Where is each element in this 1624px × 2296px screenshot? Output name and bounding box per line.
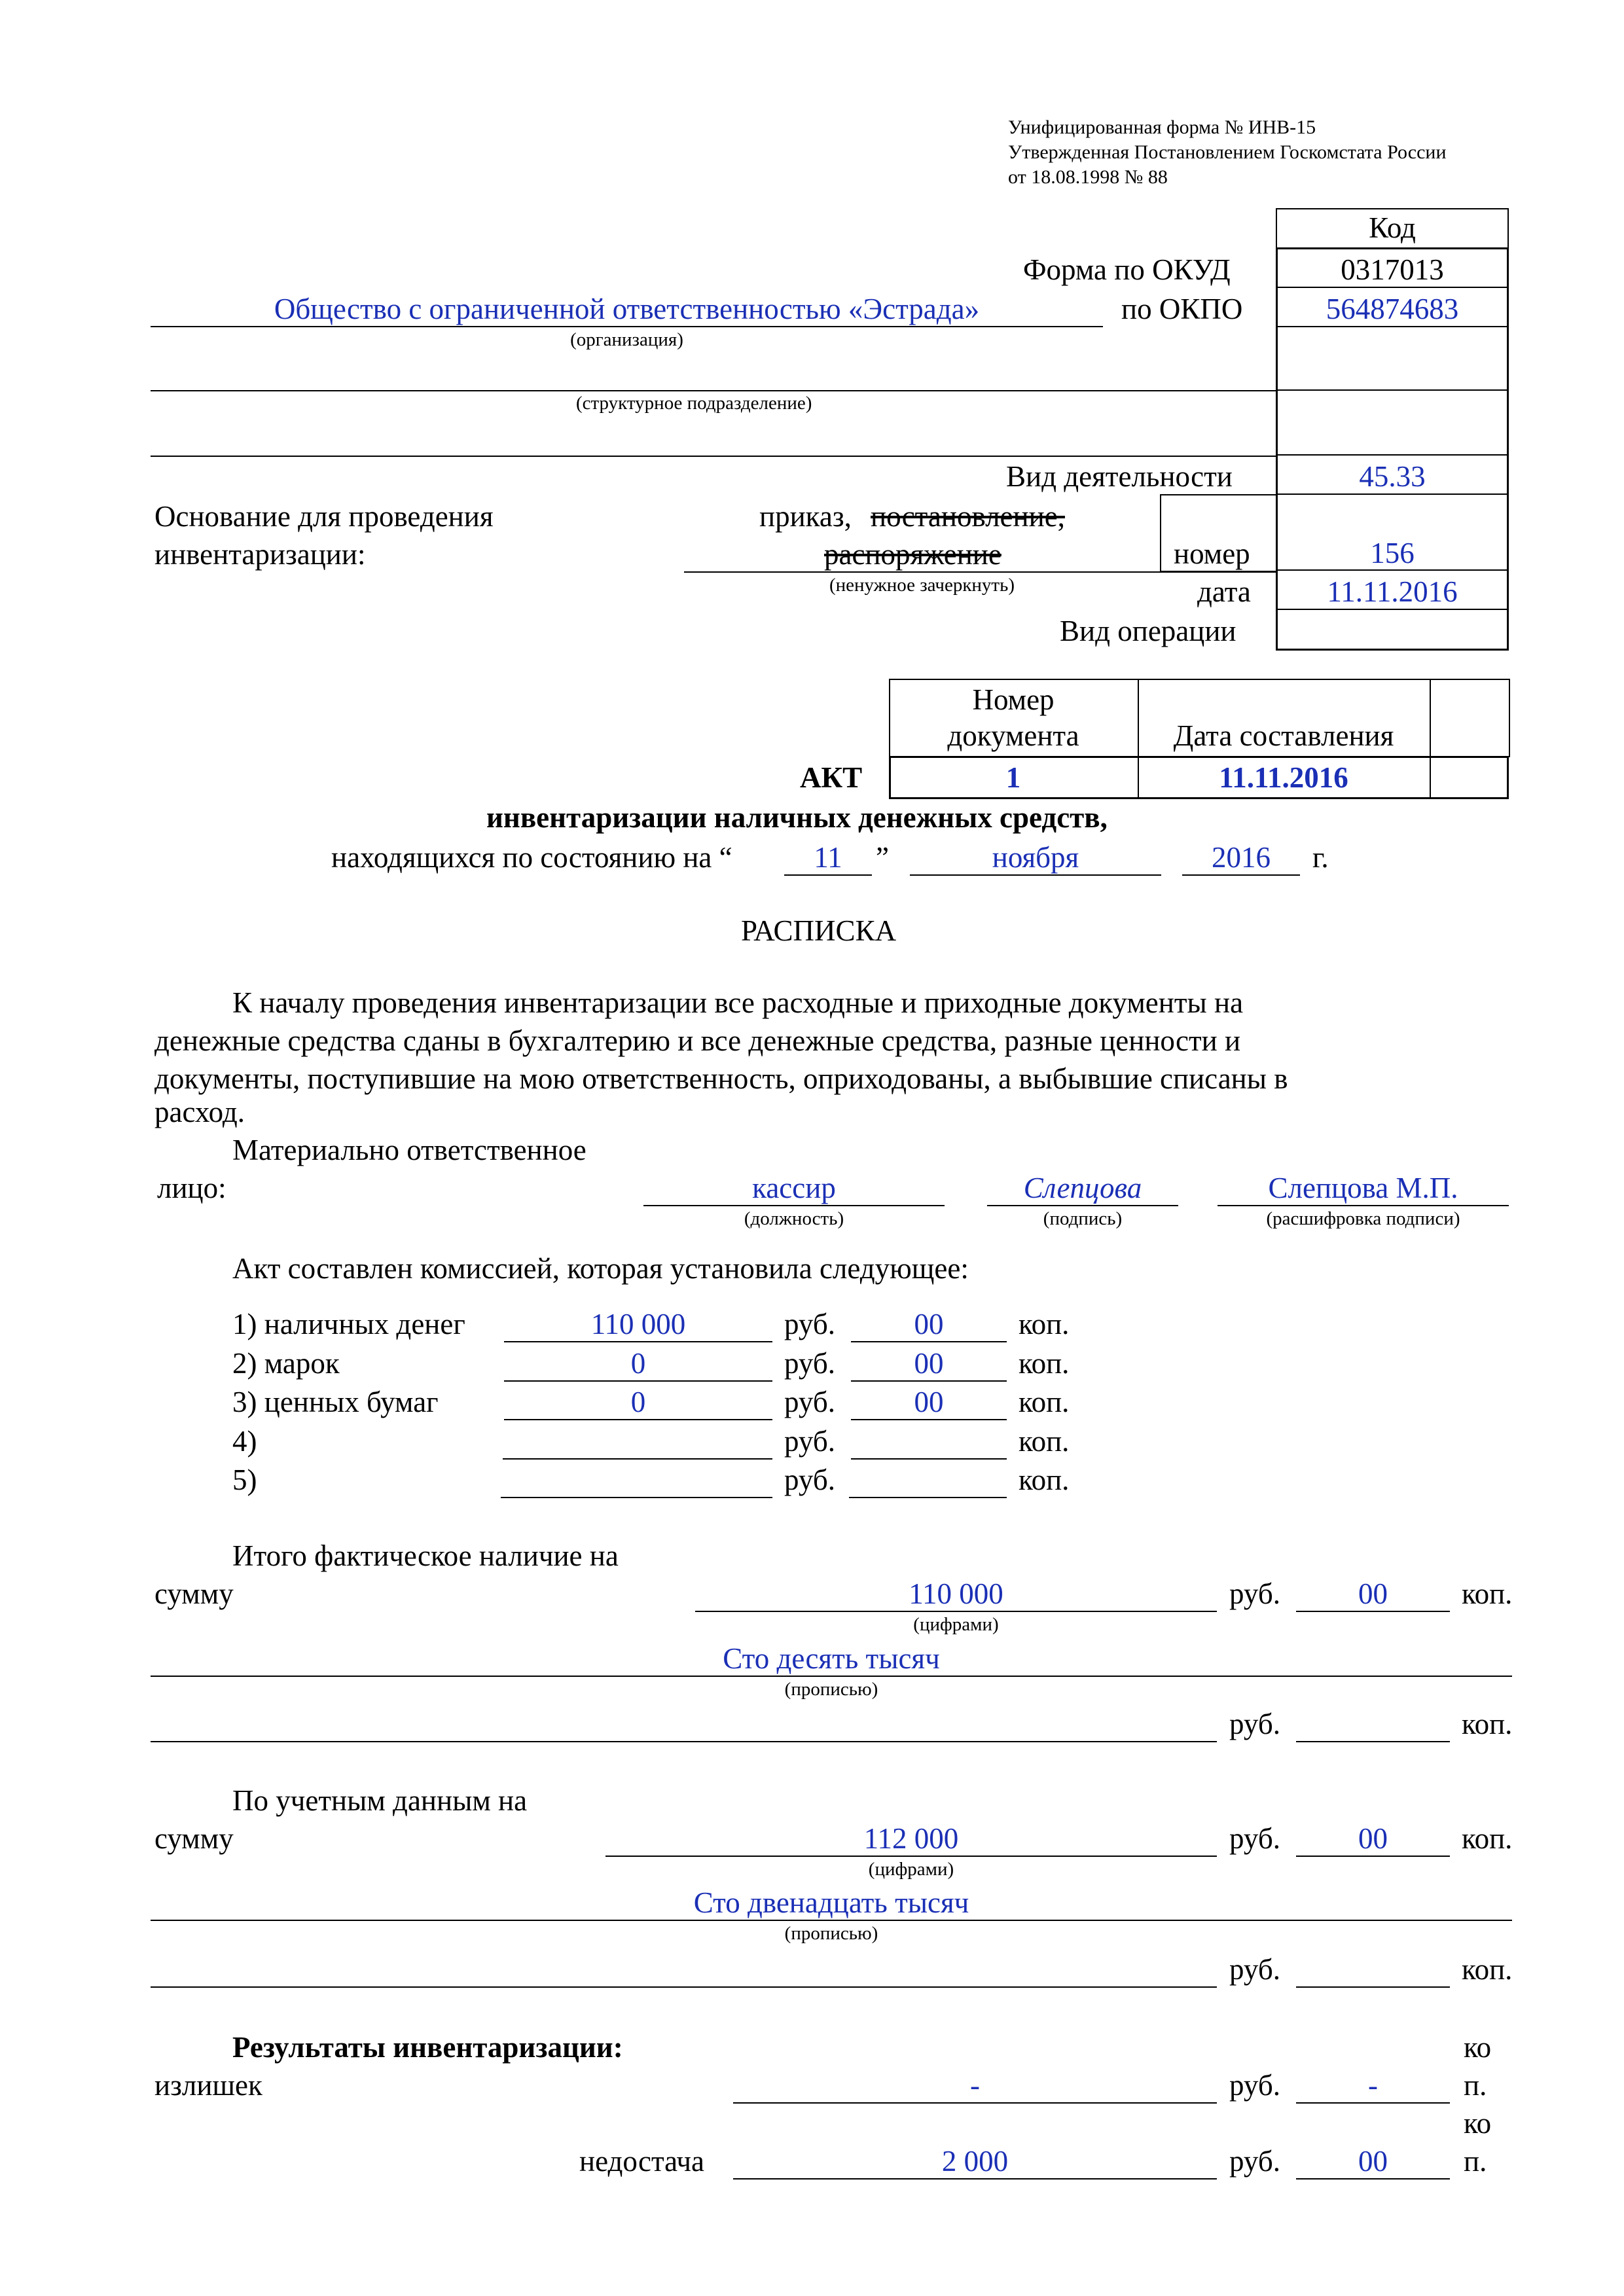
form-header-line3: от 18.08.1998 № 88: [1008, 166, 1168, 188]
item-kop[interactable]: 00: [914, 1308, 944, 1340]
item-rub[interactable]: 110 000: [590, 1308, 686, 1340]
book-label-line2: сумму: [154, 1822, 234, 1855]
person-signature[interactable]: Слепцова: [1023, 1172, 1142, 1204]
item-label: 4): [232, 1425, 257, 1458]
receipt-text-line2: денежные средства сданы в бухгалтерию и все денежные средства, разные ценности и: [154, 1024, 1241, 1057]
act-title: инвентаризации наличных денежных средств,: [486, 801, 1108, 834]
person-full-name[interactable]: Слепцова М.П.: [1268, 1172, 1458, 1204]
basis-label-line2: инвентаризации:: [154, 538, 366, 571]
shortage-kop[interactable]: 00: [1358, 2145, 1388, 2178]
organization-caption: (организация): [570, 329, 683, 350]
okud-code: 0317013: [1341, 253, 1444, 286]
kop-part2: п.: [1464, 2145, 1487, 2178]
order-date[interactable]: 11.11.2016: [1327, 575, 1458, 608]
as-of-month[interactable]: ноября: [992, 841, 1079, 874]
surplus-rub[interactable]: -: [970, 2069, 980, 2102]
receipt-title: РАСПИСКА: [741, 914, 897, 947]
item-label: 3) ценных бумаг: [232, 1386, 439, 1418]
division-caption: (структурное подразделение): [576, 393, 812, 414]
as-of-suffix: г.: [1312, 841, 1329, 874]
act-date[interactable]: 11.11.2016: [1219, 761, 1348, 794]
item-kop[interactable]: 00: [914, 1386, 944, 1418]
act-label: АКТ: [800, 761, 863, 794]
item-label: 5): [232, 1463, 257, 1496]
kop-label: коп.: [1462, 1953, 1513, 1986]
item-rub[interactable]: 0: [630, 1347, 646, 1380]
okud-label: Форма по ОКУД: [1023, 253, 1231, 286]
actual-digits-caption: (цифрами): [913, 1614, 999, 1635]
kop-label: коп.: [1462, 1822, 1513, 1855]
number-label: номер: [1174, 537, 1250, 570]
rub-label: руб.: [1229, 2069, 1280, 2102]
commission-intro: Акт составлен комиссией, которая установила следующее:: [232, 1252, 969, 1285]
actual-label-line1: Итого фактическое наличие на: [232, 1539, 619, 1572]
activity-label: Вид деятельности: [1006, 460, 1233, 493]
book-digits[interactable]: 112 000: [863, 1822, 959, 1855]
kop-part2: п.: [1464, 2069, 1487, 2102]
rub-label: руб.: [1229, 1822, 1280, 1855]
form-header-line2: Утвержденная Постановлением Госкомстата России: [1008, 141, 1447, 163]
shortage-label: недостача: [579, 2145, 704, 2178]
as-of-day[interactable]: 11: [814, 841, 842, 874]
item-label: 2) марок: [232, 1347, 340, 1380]
book-kop[interactable]: 00: [1358, 1822, 1388, 1855]
actual-digits[interactable]: 110 000: [909, 1577, 1003, 1610]
book-digits-caption: (цифрами): [868, 1859, 954, 1880]
actual-words-caption: (прописью): [784, 1679, 878, 1700]
operation-label: Вид операции: [1060, 615, 1236, 647]
act-date-header: Дата составления: [1173, 719, 1394, 752]
code-header: Код: [1369, 211, 1416, 244]
code-table: [1276, 208, 1509, 652]
division-field[interactable]: [151, 390, 1276, 391]
person-label-line1: Материально ответственное: [232, 1134, 586, 1166]
actual-label-line2: сумму: [154, 1577, 234, 1610]
shortage-rub[interactable]: 2 000: [941, 2145, 1009, 2178]
doc-type-struck-1: постановление,: [871, 500, 1065, 533]
okpo-code[interactable]: 564874683: [1326, 293, 1459, 325]
kop-label: коп.: [1462, 1708, 1513, 1740]
results-title: Результаты инвентаризации:: [232, 2031, 623, 2064]
rub-label: руб.: [1229, 1953, 1280, 1986]
person-label-line2: лицо:: [157, 1172, 226, 1204]
okpo-label: по ОКПО: [1121, 293, 1243, 325]
signature-caption: (подпись): [1043, 1208, 1123, 1229]
actual-words[interactable]: Сто десять тысяч: [723, 1642, 940, 1675]
kop-label: коп.: [1019, 1425, 1070, 1458]
receipt-text-line3: документы, поступившие на мою ответственность, оприходованы, а выбывшие списаны в: [154, 1062, 1288, 1095]
rub-label: руб.: [784, 1308, 835, 1340]
rub-label: руб.: [784, 1425, 835, 1458]
as-of-prefix: находящихся по состоянию на “: [331, 841, 732, 874]
position-caption: (должность): [744, 1208, 844, 1229]
receipt-text-line4: расход.: [154, 1096, 245, 1128]
doc-type-prefix: приказ,: [759, 500, 852, 533]
act-table: [889, 679, 1509, 800]
as-of-year[interactable]: 2016: [1212, 841, 1271, 874]
item-kop[interactable]: 00: [914, 1347, 944, 1380]
book-label-line1: По учетным данным на: [232, 1784, 528, 1817]
date-label: дата: [1197, 575, 1251, 608]
act-number-header-1: Номер: [972, 683, 1055, 716]
kop-part1: ко: [1464, 2031, 1492, 2064]
kop-label: коп.: [1019, 1308, 1070, 1340]
kop-label: коп.: [1019, 1386, 1070, 1418]
rub-label: руб.: [1229, 1577, 1280, 1610]
rub-label: руб.: [784, 1347, 835, 1380]
doc-type-struck-2: распоряжение: [824, 538, 1001, 571]
rub-label: руб.: [784, 1386, 835, 1418]
basis-label-line1: Основание для проведения: [154, 500, 494, 533]
order-number[interactable]: 156: [1370, 537, 1415, 569]
item-rub[interactable]: 0: [630, 1386, 646, 1418]
kop-label: коп.: [1019, 1463, 1070, 1496]
act-number[interactable]: 1: [1005, 761, 1021, 794]
item-label: 1) наличных денег: [232, 1308, 465, 1340]
person-position[interactable]: кассир: [752, 1172, 836, 1204]
surplus-kop[interactable]: -: [1368, 2069, 1378, 2102]
rub-label: руб.: [784, 1463, 835, 1496]
rub-label: руб.: [1229, 1708, 1280, 1740]
actual-kop[interactable]: 00: [1358, 1577, 1388, 1610]
kop-label: коп.: [1019, 1347, 1070, 1380]
full-name-caption: (расшифровка подписи): [1266, 1208, 1460, 1229]
organization-name[interactable]: Общество с ограниченной ответственностью «Эстрада»: [274, 293, 980, 325]
book-words[interactable]: Сто двенадцать тысяч: [693, 1886, 969, 1919]
form-header-line1: Унифицированная форма № ИНВ-15: [1008, 117, 1316, 138]
kop-part1: ко: [1464, 2107, 1492, 2140]
basis-caption: (ненужное зачеркнуть): [829, 575, 1015, 596]
rub-label: руб.: [1229, 2145, 1280, 2178]
book-words-caption: (прописью): [784, 1923, 878, 1944]
kop-label: коп.: [1462, 1577, 1513, 1610]
receipt-text-line1: К началу проведения инвентаризации все расходные и приходные документы на: [232, 986, 1244, 1019]
act-number-header-2: документа: [947, 719, 1079, 752]
activity-code[interactable]: 45.33: [1359, 460, 1426, 493]
as-of-quote: ”: [876, 841, 889, 874]
surplus-label: излишек: [154, 2069, 262, 2102]
